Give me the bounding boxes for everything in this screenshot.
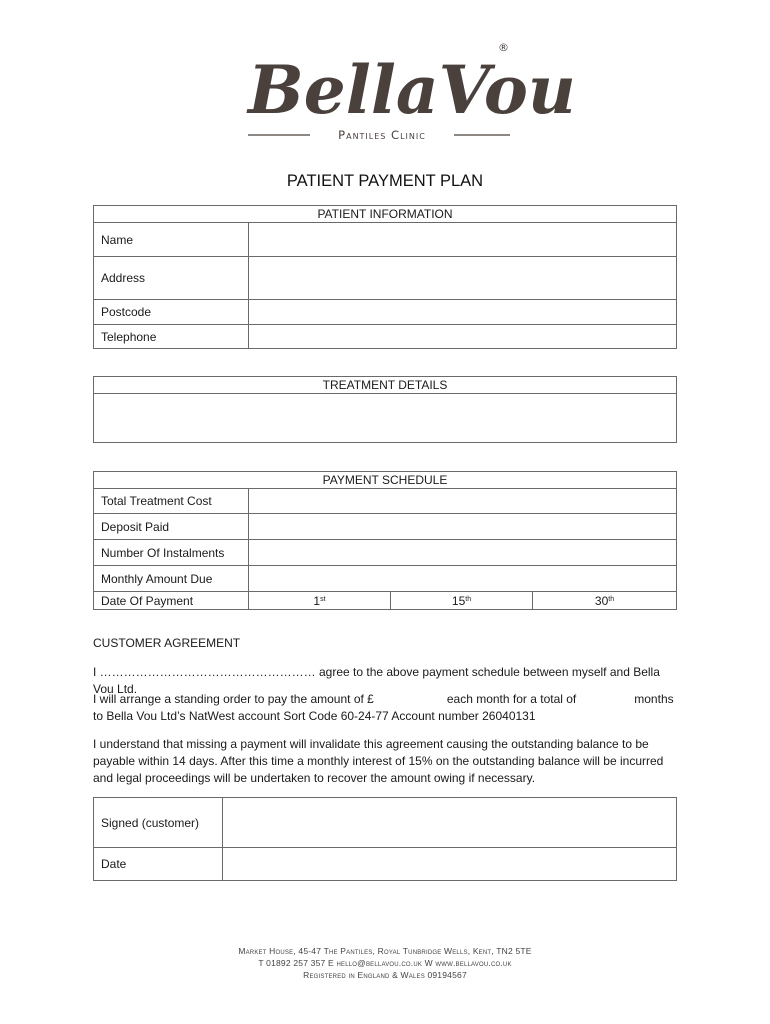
patient-information-table: [93, 205, 677, 349]
monthly-amount-due-label: Monthly Amount Due: [94, 566, 249, 592]
standing-order-text-a: I will arrange a standing order to pay the amount of £: [93, 692, 374, 706]
address-label: Address: [94, 257, 249, 300]
footer-contact: T 01892 257 357 E hello@bellavou.co.uk W www.bellavou.co.uk: [258, 958, 512, 968]
footer-registration: Registered in England & Wales 09194567: [303, 970, 467, 980]
treatment-details-header: TREATMENT DETAILS: [94, 377, 677, 394]
standing-order-text-c: months: [634, 692, 674, 706]
payment-day-1st-number: 1: [313, 593, 321, 608]
logo-brand-text: BellaVou: [248, 51, 576, 129]
name-label: Name: [94, 223, 249, 257]
signature-field[interactable]: [223, 798, 677, 848]
payment-day-30th[interactable]: [533, 592, 677, 610]
standing-order-paragraph: [93, 691, 677, 725]
payment-day-30th-number: 30: [594, 593, 609, 608]
name-field[interactable]: [249, 223, 677, 257]
bank-details-line: to Bella Vou Ltd’s NatWest account Sort Code 60-24-77 Account number 26040131: [93, 709, 536, 723]
number-of-instalments-field[interactable]: [249, 540, 677, 566]
footer: [0, 945, 770, 981]
treatment-details-field[interactable]: [94, 394, 677, 443]
date-label: Date: [94, 848, 223, 881]
signature-table: [93, 797, 677, 881]
bella-vou-logo: [240, 35, 576, 145]
patient-information-header: PATIENT INFORMATION: [94, 206, 677, 223]
registered-mark: ®: [498, 41, 509, 54]
total-treatment-cost-label: Total Treatment Cost: [94, 489, 249, 514]
date-of-payment-label: Date Of Payment: [94, 592, 249, 610]
payment-day-1st[interactable]: [249, 592, 391, 610]
customer-agreement-heading: CUSTOMER AGREEMENT: [93, 636, 241, 650]
agreement-line: I ……………………………………………… agree to the above payment schedule between myself and Bella Vou Ltd.: [93, 665, 660, 696]
telephone-field[interactable]: [249, 325, 677, 349]
page-title: PATIENT PAYMENT PLAN: [286, 172, 484, 190]
standing-order-text-b: each month for a total of: [446, 692, 577, 706]
deposit-paid-label: Deposit Paid: [94, 514, 249, 540]
payment-day-30th-suffix: th: [608, 595, 615, 603]
payment-day-15th[interactable]: [391, 592, 533, 610]
payment-day-15th-suffix: th: [465, 595, 472, 603]
postcode-field[interactable]: [249, 300, 677, 325]
deposit-paid-field[interactable]: [249, 514, 677, 540]
standing-order-line: [93, 691, 677, 708]
missed-payment-paragraph: I understand that missing a payment will invalidate this agreement causing the outstanding balance to be payable within 14 days. After this time a monthly interest of 15% on the outstanding balance will be incurred and legal proceedings will be undertaken to recover the amount owing if necessary.: [93, 737, 664, 785]
monthly-amount-due-field[interactable]: [249, 566, 677, 592]
signed-customer-label: Signed (customer): [94, 798, 223, 848]
treatment-details-table: [93, 376, 677, 443]
payment-schedule-header: PAYMENT SCHEDULE: [94, 472, 677, 489]
payment-day-1st-suffix: st: [320, 595, 326, 603]
number-of-instalments-label: Number Of Instalments: [94, 540, 249, 566]
address-field[interactable]: [249, 257, 677, 300]
total-treatment-cost-field[interactable]: [249, 489, 677, 514]
payment-day-15th-number: 15: [451, 593, 466, 608]
postcode-label: Postcode: [94, 300, 249, 325]
payment-schedule-table: [93, 471, 677, 610]
logo-graphic: [240, 35, 576, 145]
date-field[interactable]: [223, 848, 677, 881]
telephone-label: Telephone: [94, 325, 249, 349]
logo-subtitle: Pantiles Clinic: [338, 128, 426, 142]
footer-address: Market House, 45-47 The Pantiles, Royal Tunbridge Wells, Kent, TN2 5TE: [238, 946, 532, 956]
